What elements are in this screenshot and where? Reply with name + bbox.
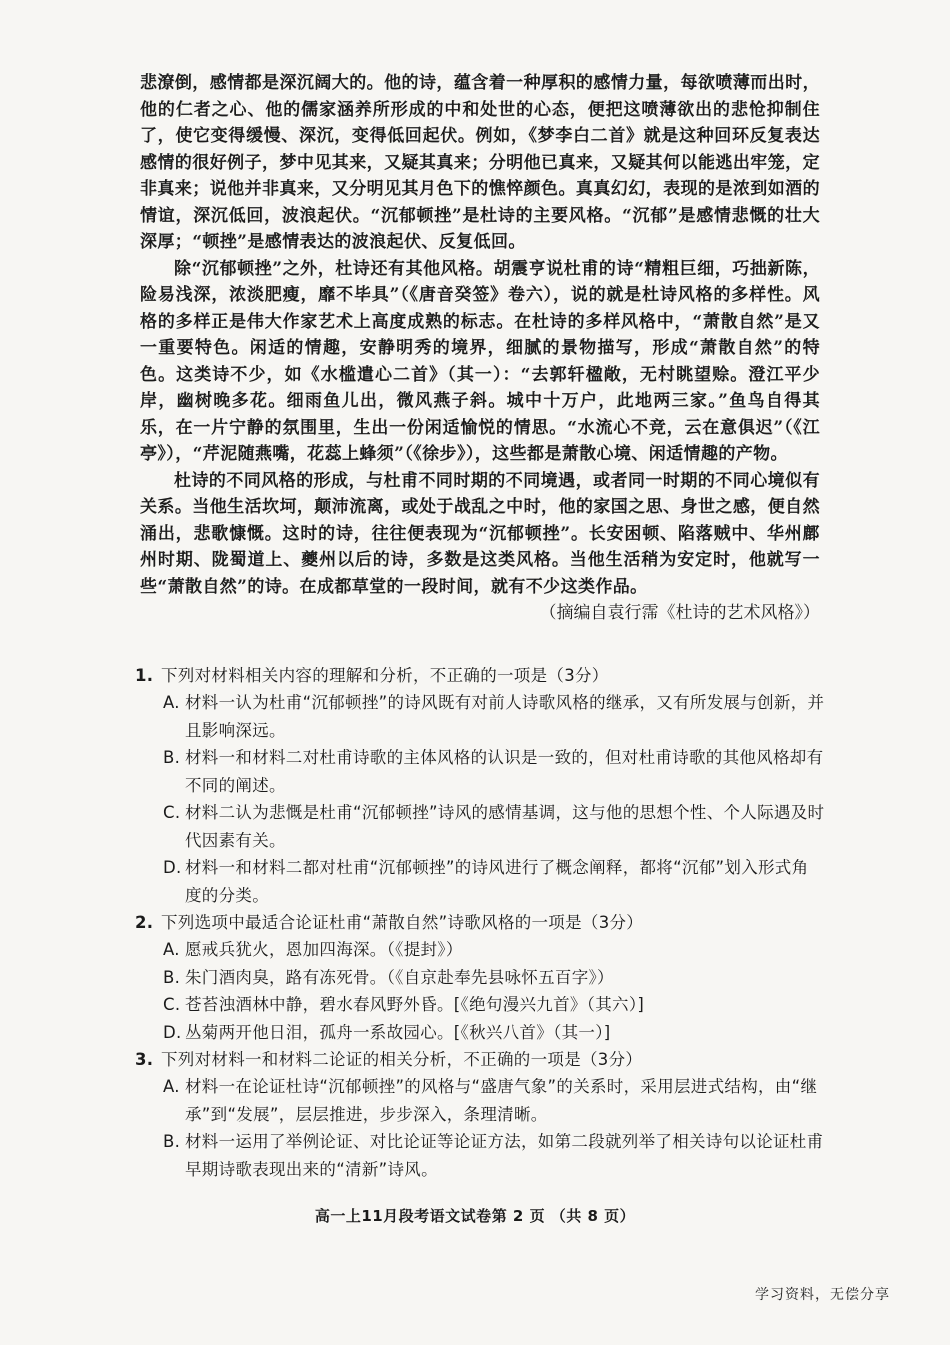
question-stem: 下列选项中最适合论证杜甫“萧散自然”诗歌风格的一项是（3分）: [161, 913, 644, 932]
option-text: 材料一运用了举例论证、对比论证等论证方法，如第二段就列举了相关诗句以论证杜甫早期诗歌表现出来的“清新”诗风。: [185, 1132, 824, 1179]
option-a: [163, 689, 825, 744]
option-letter: D.: [163, 1022, 182, 1042]
option-text: 苍苔浊酒林中静，碧水春风野外昏。[《绝句漫兴九首》（其六）]: [185, 995, 645, 1014]
option-letter: B.: [163, 748, 181, 767]
option-letter: C.: [163, 995, 181, 1014]
option-text: 材料二认为悲慨是杜甫“沉郁顿挫”诗风的感情基调，这与他的思想个性、个人际遇及时代因素有关。: [185, 803, 825, 850]
option-c: [163, 991, 825, 1019]
passage-paragraph-1: 悲潦倒，感情都是深沉阔大的。他的诗，蕴含着一种厚积的感情力量，每欲喷薄而出时，他的仁者之心、他的儒家涵养所形成的中和处世的心态，便把这喷薄欲出的悲怆抑制住了，使它变得缓慢、深沉，变得低回起伏。例如，《梦李白二首》就是这种回环反复表达感情的很好例子，梦中见其来，又疑其真来；分明他已真来，又疑其何以能逃出牢笼，定非真来；说他并非真来，又分明见其月色下的憔悴颜色。真真幻幻，表现的是浓到如酒的情谊，深沉低回，波浪起伏。“沉郁顿挫”是杜诗的主要风格。“沉郁”是感情悲慨的壮大深厚；“顿挫”是感情表达的波浪起伏、反复低回。: [140, 73, 820, 252]
option-b: [163, 1128, 825, 1183]
question-number: 3.: [135, 1050, 154, 1069]
option-a: [163, 936, 825, 964]
option-text: 丛菊两开他日泪，孤舟一系故园心。[《秋兴八首》（其一）]: [185, 1022, 611, 1042]
question-number: 2.: [135, 913, 154, 932]
option-d: [163, 1019, 825, 1047]
option-b: [163, 744, 825, 799]
question-list: [135, 662, 825, 1183]
reading-passage: [140, 70, 820, 627]
passage-source: （摘编自袁行霈《杜诗的艺术风格》）: [539, 603, 820, 623]
passage-paragraph-3: 杜诗的不同风格的形成，与杜甫不同时期的不同境遇，或者同一时期的不同心境似有关系。当他生活坎坷，颠沛流离，或处于战乱之中时，他的家国之思、身世之感，便自然涌出，悲歌慷慨。这时的诗，往往便表现为“沉郁顿挫”。长安困顿、陷落贼中、华州鄜州时期、陇蜀道上、夔州以后的诗，多数是这类风格。当他生活稍为安定时，他就写一些“萧散自然”的诗。在成都草堂的一段时间，就有不少这类作品。: [140, 470, 820, 597]
option-letter: A.: [163, 1077, 180, 1096]
option-text: 材料一在论证杜诗“沉郁顿挫”的风格与“盛唐气象”的关系时，采用层进式结构，由“继承”到“发展”，层层推进，步步深入，条理清晰。: [185, 1077, 818, 1124]
option-d: [163, 854, 825, 909]
option-letter: B.: [163, 967, 181, 987]
option-b: [163, 964, 825, 992]
option-c: [163, 799, 825, 854]
question-2: [135, 909, 825, 1046]
watermark-text: 学习资料，无偿分享: [755, 1287, 890, 1303]
option-letter: D.: [163, 858, 182, 877]
option-letter: B.: [163, 1132, 181, 1151]
passage-paragraph-2: 除“沉郁顿挫”之外，杜诗还有其他风格。胡震亨说杜甫的诗“精粗巨细，巧拙新陈，险易浅深，浓淡肥瘦，靡不毕具”（《唐音癸签》卷六），说的就是杜诗风格的多样性。风格的多样正是伟大作家艺术上高度成熟的标志。在杜诗的多样风格中，“萧散自然”是又一重要特色。闲适的情趣，安静明秀的境界，细腻的景物描写，形成“萧散自然”的特色。这类诗不少，如《水槛遣心二首》（其一）：“去郭轩楹敞，无村眺望赊。澄江平少岸，幽树晚多花。细雨鱼儿出，微风燕子斜。城中十万户，此地两三家。”鱼鸟自得其乐，在一片宁静的氛围里，生出一份闲适愉悦的情思。“水流心不竞，云在意俱迟”（《江亭》），“芹泥随燕嘴，花蕊上蜂须”（《徐步》），这些都是萧散心境、闲适情趣的产物。: [140, 258, 820, 464]
question-stem: 下列对材料一和材料二论证的相关分析，不正确的一项是（3分）: [161, 1050, 643, 1069]
question-1: [135, 662, 825, 909]
option-letter: A.: [163, 940, 180, 959]
option-a: [163, 1073, 825, 1128]
option-letter: A.: [163, 693, 180, 712]
option-text: 朱门酒肉臭，路有冻死骨。（《自京赴奉先县咏怀五百字》）: [185, 967, 614, 987]
option-text: 材料一和材料二都对杜甫“沉郁顿挫”的诗风进行了概念阐释，都将“沉郁”划入形式角度的分类。: [185, 858, 809, 905]
option-letter: C.: [163, 803, 181, 822]
question-number: 1.: [135, 666, 154, 685]
option-text: 材料一认为杜甫“沉郁顿挫”的诗风既有对前人诗歌风格的继承，又有所发展与创新，并且影响深远。: [185, 693, 825, 740]
option-text: 材料一和材料二对杜甫诗歌的主体风格的认识是一致的，但对杜甫诗歌的其他风格却有不同的阐述。: [185, 748, 824, 795]
page-footer: 高一上11月段考语文试卷第 2 页 （共 8 页）: [314, 1207, 636, 1225]
option-text: 愿戒兵犹火，恩加四海深。（《提封》）: [185, 940, 463, 959]
question-stem: 下列对材料相关内容的理解和分析，不正确的一项是（3分）: [161, 666, 609, 685]
question-3: [135, 1046, 825, 1183]
